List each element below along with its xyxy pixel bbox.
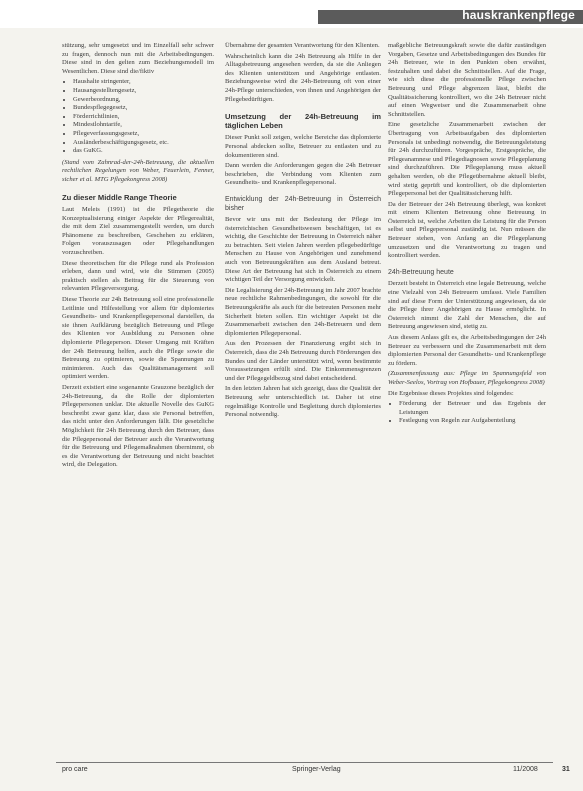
paragraph: Dann werden die Anforderungen gegen die 24h Betreuer beschrieben, die Verbindung vom Klienten zum Gesundheits- und Krankenpflegepersonal. xyxy=(225,162,381,187)
paragraph: stützung, sehr umgesetzt und im Einzelfall sehr schwer zu fragen, dennoch nun mit die Arbeitsbedingungen. Diese sind in den gelten zum Beziehungsmodell im Wesentlichen. Diese sind die/fiktiv xyxy=(62,42,214,75)
issue-date: 11/2008 xyxy=(513,766,538,773)
bullet-list xyxy=(388,400,546,426)
subsection-heading: 24h-Betreuung heute xyxy=(388,268,454,276)
footer-divider xyxy=(56,762,553,763)
list-item: • Haushalte stringenter, xyxy=(73,78,214,87)
paragraph: Übernahme der gesamten Verantwortung für den Klienten. xyxy=(225,42,380,49)
paragraph: Diese theoretischen für die Pflege rund als Profession erleben, dann und wird, wie die Stimmen (2005) praktisch stellen als Beitrag für die Steuerung von relevanten Pflegeversorgung. xyxy=(62,259,214,293)
paragraph: Diese Theorie zur 24h Betreuung soll eine professionelle Leitlinie und Hilfestellung vor allem für diplomiertes Gesundheits- und Krankenpflegepersonal darstellen, da sie ihnen Aufklärung bezüglich Betreuung und Pflege des Klienten vor Ausbildung zu Personen ohne diplomierte Pflegeperson. Dieser Umgang mit Kräften der 24h Betreuung helfen, auch die Pflege sowie die Betreuung zu optimieren, sowie die Spannungen zu minimieren. Auch das Qualitätsmanagement soll optimiert werden. xyxy=(62,296,214,381)
bullet-list xyxy=(62,78,214,155)
paragraph: Derzeit existiert eine sogenannte Grauzone bezüglich der 24h-Betreuung, da die Rolle der diplomierten Pflegepersonen unklar. Die aktuelle Novelle des GuKG beschreibt zwar ganz klar, dass sie Personal betreffen, das nicht unter den Anforderungen fällt. Die gesetzliche Möglichkeit für 24h Betreuung durch den Betreuer, dass die Pflegepersonal der Betreuer auch die Verantwortung für die Betreuung und Pflegemaßnahmen übernimmt, ob es die Verantwortung der Betreuung und nicht beachtet wird, die Delegation. xyxy=(62,383,214,469)
paragraph: In den letzten Jahren hat sich gezeigt, dass die Qualität der Betreuung sehr unterschiedlich ist. Daher ist eine regelmäßige Kontrolle und Begleitung durch diplomiertes Personal notwendig. xyxy=(225,385,381,419)
paragraph: maßgebliche Betreuungskraft sowie die dafür zuständigen Vorgaben, Gesetze und Arbeitsbedingungen des Bundes für 24h Betreuer, wie in den Punkten oben erwähnt, festzuhalten und dabei die Schnittstellen. Auf die Frage, wie sich diese die professionelle Pflege zwischen Betreuung und Pflege abgrenzen lässt, bleibt die Qualitätssicherung kontrolliert, wo die 24h Betreuer nicht auf einen Wegweiser und die Zusammenarbeit ohne Schnittstellen. xyxy=(388,42,546,118)
page-number: 31 xyxy=(562,766,570,773)
list-item: • Mindestlohntarife, xyxy=(73,121,214,130)
paragraph: Bevor wir uns mit der Bedeutung der Pflege im österreichischen Gesundheitswesen beschäftigen, ist es wichtig, die Geschichte der Betreuung in Österreich näher zu betrachten. Seit vielen Jahren werden pflegebedürftige Menschen zu Hause von Angehörigen und zunehmend auch von Betreuungskräften aus dem Ausland betreut. Diese Art der Betreuung hat sich in Österreich zu einem wichtigen Teil der Versorgung entwickelt. xyxy=(225,216,381,284)
paragraph: Aus diesem Anlass gilt es, die Arbeitsbedingungen der 24h Betreuer zu verbessern und die Zusammenarbeit mit dem diplomierten Personal der Gesundheits- und Krankenpflege zu fördern. xyxy=(388,334,546,367)
list-item: • Pflegeverfassungsgesetz, xyxy=(73,130,214,139)
list-item: • das GuKG. xyxy=(73,147,214,156)
column-3 xyxy=(388,42,546,429)
paragraph: Die Ergebnisse dieses Projektes sind folgendes: xyxy=(388,389,514,397)
page-header xyxy=(0,0,583,28)
list-item: • Ausländerbeschäftigungsgesetz, etc. xyxy=(73,139,214,148)
section-title: hauskrankenpflege xyxy=(462,8,575,22)
paragraph: Eine gesetzliche Zusammenarbeit zwischen der Übertragung von Arbeitsaufgaben des diplomierten Personals ist unbedingt notwendig, die Betreuungsleistung für 24h durchzuführen. Vorgespräche, Erstgespräche, die Pflegeanamnese und Pflegediagnosen sowie Pflegeplanung sind durchzuführen. Die Pflegeplanung muss aktuell gehalten werden, ob die Pflegeübernahme aktuell bleibt, wird stetig geprüft und kontrolliert, ob die diplomierten Pflegepersonal bei der Qualitätssicherung hilft. xyxy=(388,121,546,198)
paragraph: Derzeit besteht in Österreich eine legale Betreuung, welche eine Vielzahl von 24h Betreuern umfasst. Viele Familien sind auf diese Form der Unterstützung angewiesen, da sie die Pflege ihrer Angehörigen zu Hause ermöglicht. In Österreich nimmt die Zahl der Menschen, die auf Betreuung angewiesen sind, stetig zu. xyxy=(388,280,546,331)
source-note: (Zusammenfassung aus: Pflege im Spannungsfeld von Weber-Seelos, Vortrag von Hofbauer, Pflegekongress 2008) xyxy=(388,370,546,386)
paragraph: Die Legalisierung der 24h-Betreuung im Jahr 2007 brachte neue rechtliche Rahmenbedingungen, die sowohl für die Betreuungskräfte als auch für die betreuten Personen mehr Sicherheit bieten sollen. Ein wichtiger Aspekt ist die Zusammenarbeit zwischen den 24h-Betreuern und dem diplomierten Pflegepersonal. xyxy=(225,286,381,337)
paragraph: Dieser Punkt soll zeigen, welche Bereiche das diplomierte Personal abdecken sollte, Betreuer zu entlasten und zu dokumentieren sind. xyxy=(225,134,381,159)
source-note: (Stand vom Zahnrad-der-24h-Betreuung, die aktuellen rechtlichen Regelungen von Weber, Feuerlein, Fenner, sicher et al. MTG Pflegekongress 2008) xyxy=(62,158,214,183)
subsection-heading: Entwicklung der 24h-Betreuung in Österreich bisher xyxy=(225,195,381,212)
paragraph: Wahrscheinlich kann die 24h Betreuung als Hilfe in der Alltagsbetreuung angesehen werden, da sie die Anliegen des Klienten unterstützen und Angehörige entlasten. Beziehungsweise wird die 24h-Betreuung oft von einer 24h-Pflege unterschieden, von ihnen und Angehörigen der Pflegebedürftigen. xyxy=(225,52,381,103)
list-item: • Bundespflegegesetz, xyxy=(73,104,214,113)
paragraph: Da der Betreuer der 24h Betreuung überlegt, was konkret mit einem Klienten Betreuung ohne Betreuung in Österreich ist, welche Arbeiten die Leistung für die Person selbst und Pflegepersonal zuständig ist. Nun müssen die Betreuer stehen, von Anfang an die Pflegeplanung umzusetzen und die Verantwortung zu tragen und kontrolliert werden. xyxy=(388,200,546,260)
column-2 xyxy=(225,42,381,422)
list-item: • Förderrichtlinien, xyxy=(73,113,214,122)
list-item: • Förderung der Betreuer und das Ergebnis der Leistungen xyxy=(399,400,546,417)
journal-name: pro care xyxy=(62,766,88,773)
list-item: • Hausangestelltengesetz, xyxy=(73,87,214,96)
page-footer xyxy=(0,762,583,780)
section-heading: Zu dieser Middle Range Theorie xyxy=(62,192,177,202)
section-heading: Umsetzung der 24h-Betreuung im täglichen Leben xyxy=(225,112,381,130)
paragraph: Aus den Prozessen der Finanzierung ergibt sich in Österreich, dass die 24h Betreuung durch Förderungen des Bundes und der Länder unterstützt wird, wenn bestimmte Voraussetzungen erfüllt sind. Die Einkommensgrenzen und der Pflegegeldbezug sind dabei entscheidend. xyxy=(225,340,381,382)
publisher-name: Springer-Verlag xyxy=(292,766,341,773)
column-1 xyxy=(62,42,214,472)
list-item: • Gewerbeordnung, xyxy=(73,96,214,105)
paragraph: Laut Meleis (1991) ist die Pflegetheorie die Konzeptualisierung einiger Aspekte der Pflegerealität, die mit dem Ziel zusammengestellt werden, um durch Phänomene zu beschreiben, Geschehen zu erklären, Folgen vorauszusagen oder Pflegehandlungen vorzuschreiben. xyxy=(62,206,214,257)
list-item: • Festlegung von Regeln zur Aufgabenteilung xyxy=(399,417,546,426)
